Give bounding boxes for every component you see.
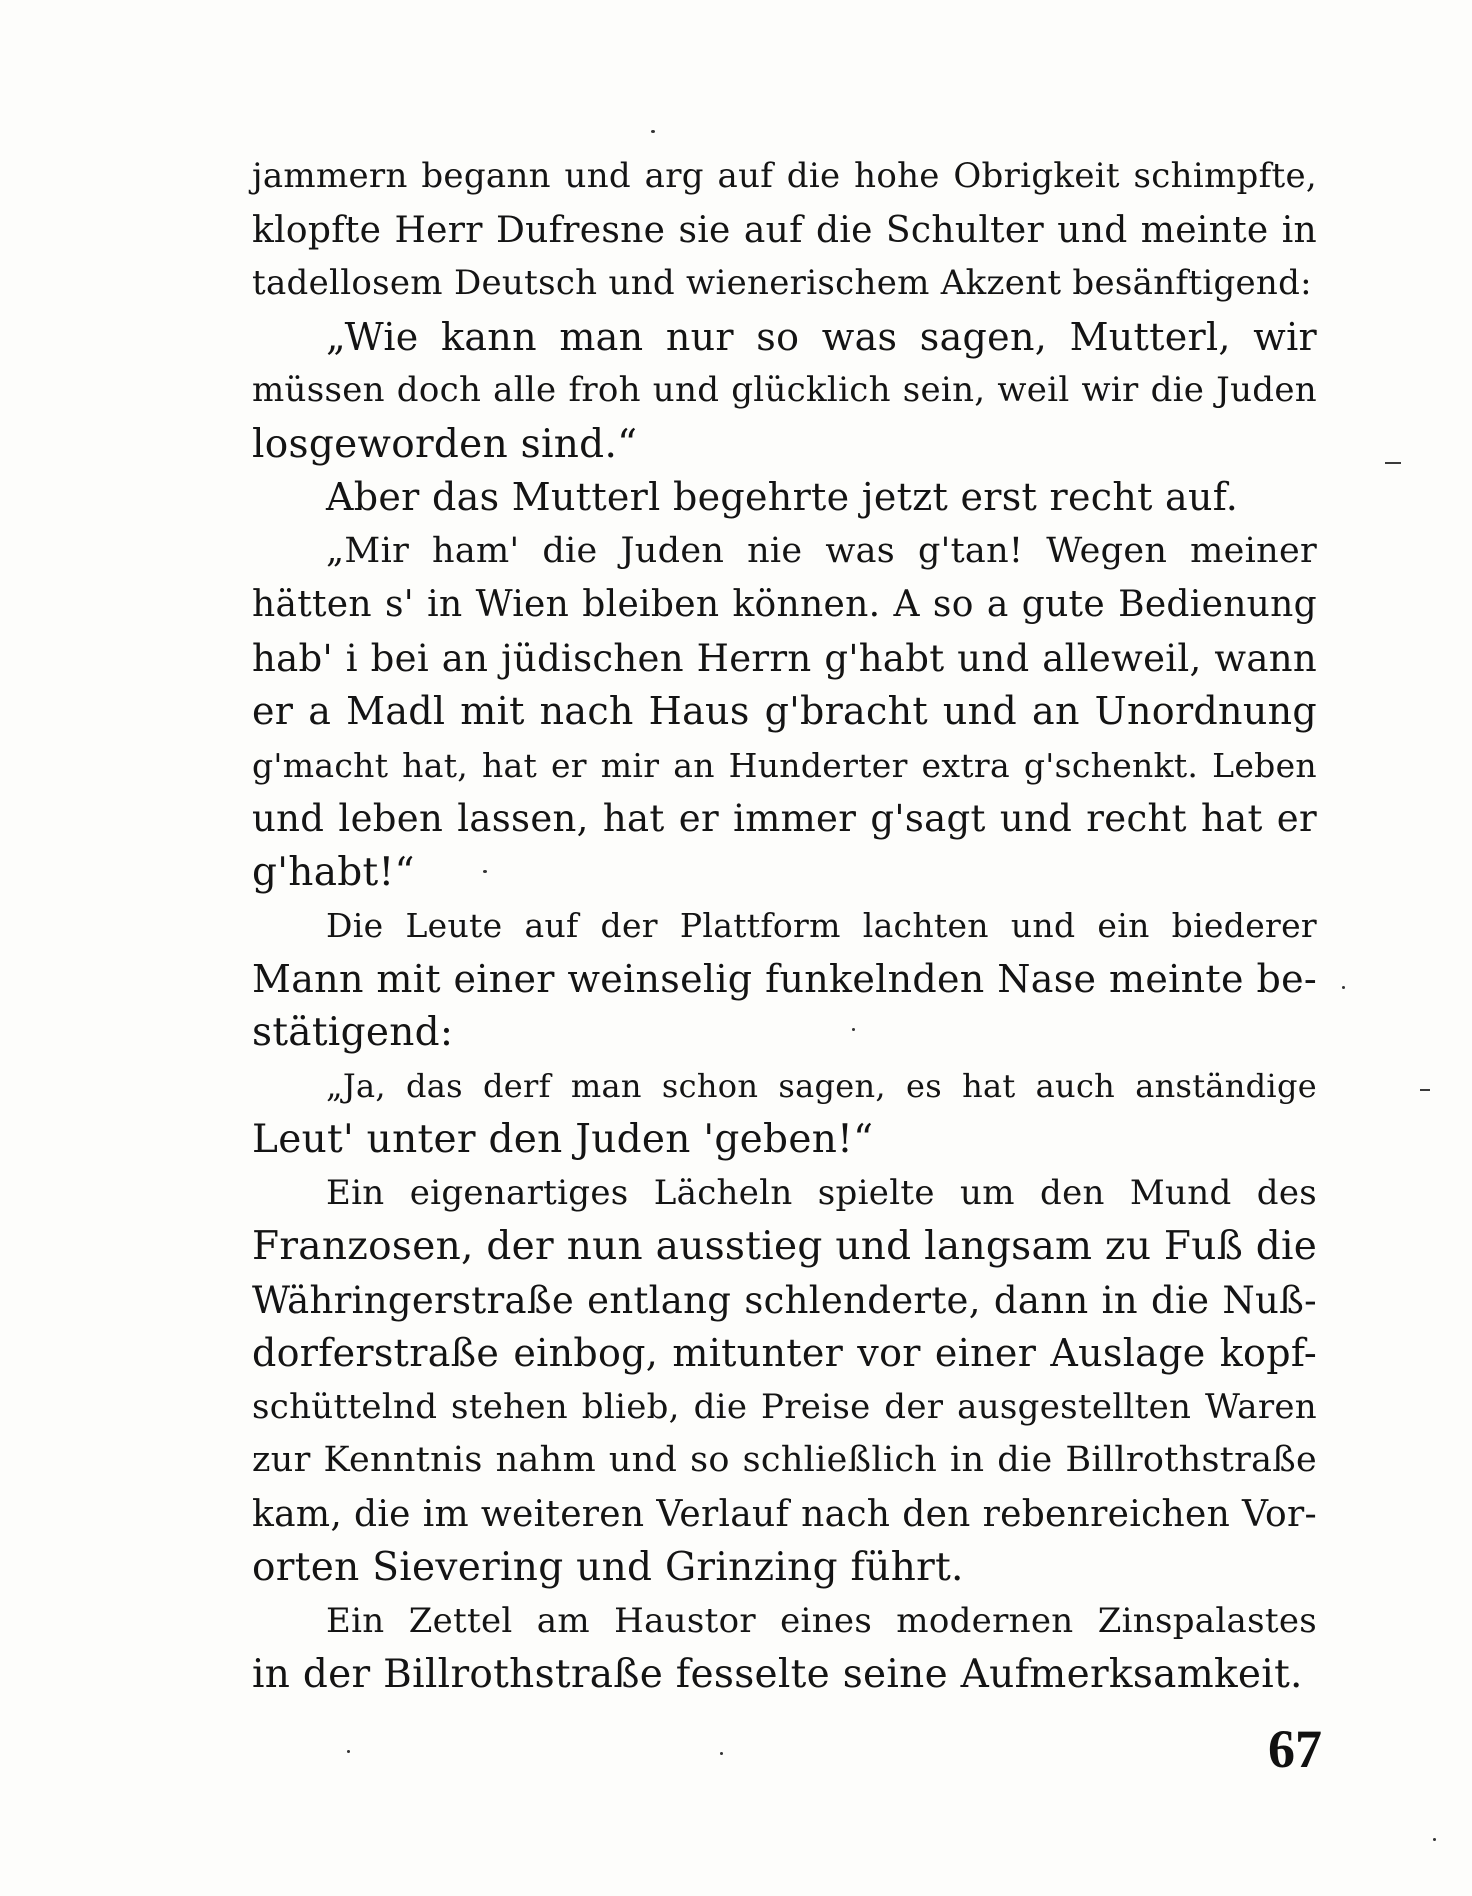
text-line: und leben lassen, hat er immer g'sagt und recht hat er <box>252 797 1317 840</box>
text-line: jammern begann und arg auf die hohe Obrigkeit schimpfte, <box>252 156 1317 196</box>
scan-speck <box>720 1752 723 1755</box>
text-line: „Wie kann man nur so was sagen, Mutterl, wir <box>326 314 1317 359</box>
text-line: Leut' unter den Juden 'geben!“ <box>252 1117 874 1162</box>
scan-speck <box>347 1750 350 1753</box>
text-line: „Mir ham' die Juden nie was g'tan! Wegen meiner <box>326 530 1317 571</box>
text-line: klopfte Herr Dufresne sie auf die Schulter und meinte in <box>252 209 1317 251</box>
scan-speck <box>651 130 655 133</box>
text-line: er a Madl mit nach Haus g'bracht und an Unordnung <box>252 689 1317 733</box>
scan-speck <box>852 1028 855 1031</box>
text-line: Ein eigenartiges Lächeln spielte um den Mund des <box>326 1172 1317 1213</box>
text-line: Franzosen, der nun ausstieg und langsam zu Fuß die <box>252 1224 1318 1269</box>
text-line: schüttelnd stehen blieb, die Preise der ausgestellten Waren <box>252 1386 1317 1427</box>
text-line: Währingerstraße entlang schlenderte, dann in die Nuß- <box>252 1278 1317 1322</box>
text-line: tadellosem Deutsch und wienerischem Akzent besänftigend: <box>252 263 1312 303</box>
text-line: losgeworden sind.“ <box>252 421 638 467</box>
text-line: g'habt!“ <box>252 849 415 895</box>
text-line: hab' i bei an jüdischen Herrn g'habt und alleweil, wann <box>252 636 1317 680</box>
text-line: „Ja, das derf man schon sagen, es hat auch anständige <box>326 1066 1317 1105</box>
body-text <box>252 150 1317 1702</box>
text-line: kam, die im weiteren Verlauf nach den rebenreichen Vor- <box>252 1493 1317 1535</box>
text-line: zur Kenntnis nahm und so schließlich in die Billrothstraße <box>252 1440 1317 1480</box>
text-line: in der Billrothstraße fesselte seine Aufmerksamkeit. <box>252 1652 1303 1697</box>
text-line: Aber das Mutterl begehrte jetzt erst recht auf. <box>326 475 1239 519</box>
scan-mark <box>1420 1089 1430 1091</box>
page-number: 67 <box>1268 1719 1322 1779</box>
text-line: Die Leute auf der Plattform lachten und ein biederer <box>326 906 1317 945</box>
scan-speck <box>1433 1838 1436 1841</box>
text-line: Mann mit einer weinselig funkelnden Nase meinte be- <box>252 956 1317 1001</box>
scan-speck <box>1342 986 1345 989</box>
scan-speck <box>483 870 487 873</box>
text-line: stätigend: <box>252 1010 454 1055</box>
text-line: müssen doch alle froh und glücklich sein, weil wir die Juden <box>252 370 1317 410</box>
text-line: g'macht hat, hat er mir an Hunderter extra g'schenkt. Leben <box>252 745 1317 785</box>
text-line: Ein Zettel am Haustor eines modernen Zinspalastes <box>326 1600 1317 1641</box>
text-line: hätten s' in Wien bleiben können. A so a gute Bedienung <box>252 584 1317 625</box>
scan-mark <box>1385 462 1401 464</box>
text-line: orten Sievering und Grinzing führt. <box>252 1545 964 1590</box>
text-line: dorferstraße einbog, mitunter vor einer Auslage kopf- <box>252 1331 1317 1375</box>
